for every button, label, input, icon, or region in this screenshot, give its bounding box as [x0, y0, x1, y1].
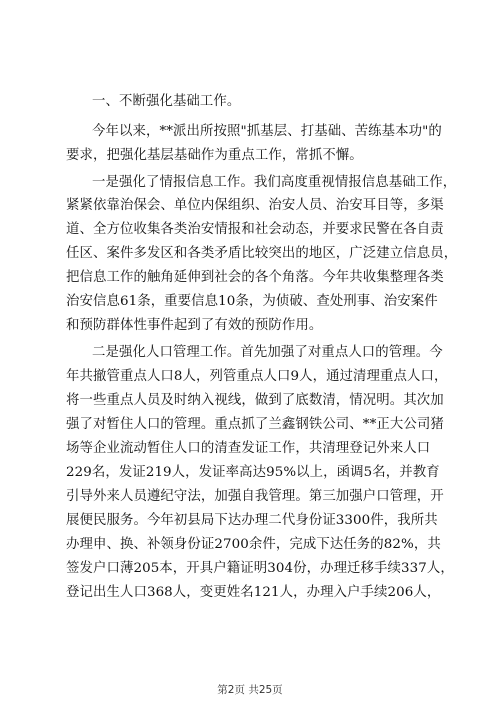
paragraph-line: 签发户口薄205本，开具户籍证明304份，办理迁移手续337人， — [66, 561, 454, 576]
paragraph-line: 场等企业流动暂住人口的清查发证工作，共清理登记外来人口 — [66, 441, 431, 456]
paragraph-line: 将一些重点人员及时纳入视线，做到了底数清，情况明。其次加 — [66, 393, 444, 408]
page-footer: 第2页 共25页 — [217, 684, 283, 696]
paragraph-line: 展便民服务。今年初县局下达办理二代身份证3300件，我所共 — [66, 513, 438, 528]
paragraph-line: 二是强化人口管理工作。首先加强了对重点人口的管理。今 — [92, 345, 443, 360]
section-heading: 一、不断强化基础工作。 — [92, 94, 241, 109]
paragraph-line: 今年以来，**派出所按照"抓基层、打基础、苦练基本功"的 — [92, 124, 442, 139]
paragraph-line: 道、全方位收集各类治安情报和社会动态，并要求民警在各自责 — [66, 222, 444, 237]
paragraph-line: 一是强化了情报信息工作。我们高度重视情报信息基础工作， — [92, 175, 457, 190]
paragraph-line: 任区、案件多发区和各类矛盾比较突出的地区，广泛建立信息员， — [66, 246, 458, 261]
paragraph-line: 229名，发证219人，发证率高达95%以上，函调5名，并教育 — [66, 465, 440, 480]
paragraph-line: 办理申、换、补领身份证2700余件，完成下达任务的82%，共 — [66, 537, 441, 552]
paragraph-line: 紧紧依靠治保会、单位内保组织、治安人员、治安耳目等，多渠 — [66, 198, 444, 213]
paragraph-line: 引导外来人员遵纪守法，加强自我管理。第三加强户口管理，开 — [66, 489, 444, 504]
paragraph-line: 和预防群体性事件起到了有效的预防作用。 — [66, 318, 323, 333]
paragraph-line: 要求，把强化基层基础作为重点工作，常抓不懈。 — [66, 148, 363, 163]
paragraph-line: 把信息工作的触角延伸到社会的各个角落。今年共收集整理各类 — [66, 270, 444, 285]
paragraph-line: 强了对暂住人口的管理。重点抓了兰鑫钢铁公司、**正大公司猪 — [66, 417, 444, 432]
paragraph-line: 登记出生人口368人，变更姓名121人，办理入户手续206人， — [66, 585, 441, 600]
paragraph-line: 年共撤管重点人口8人，列管重点人口9人，通过清理重点人口， — [66, 369, 448, 384]
paragraph-line: 治安信息61条，重要信息10条，为侦破、查处刑事、治安案件 — [66, 294, 438, 309]
